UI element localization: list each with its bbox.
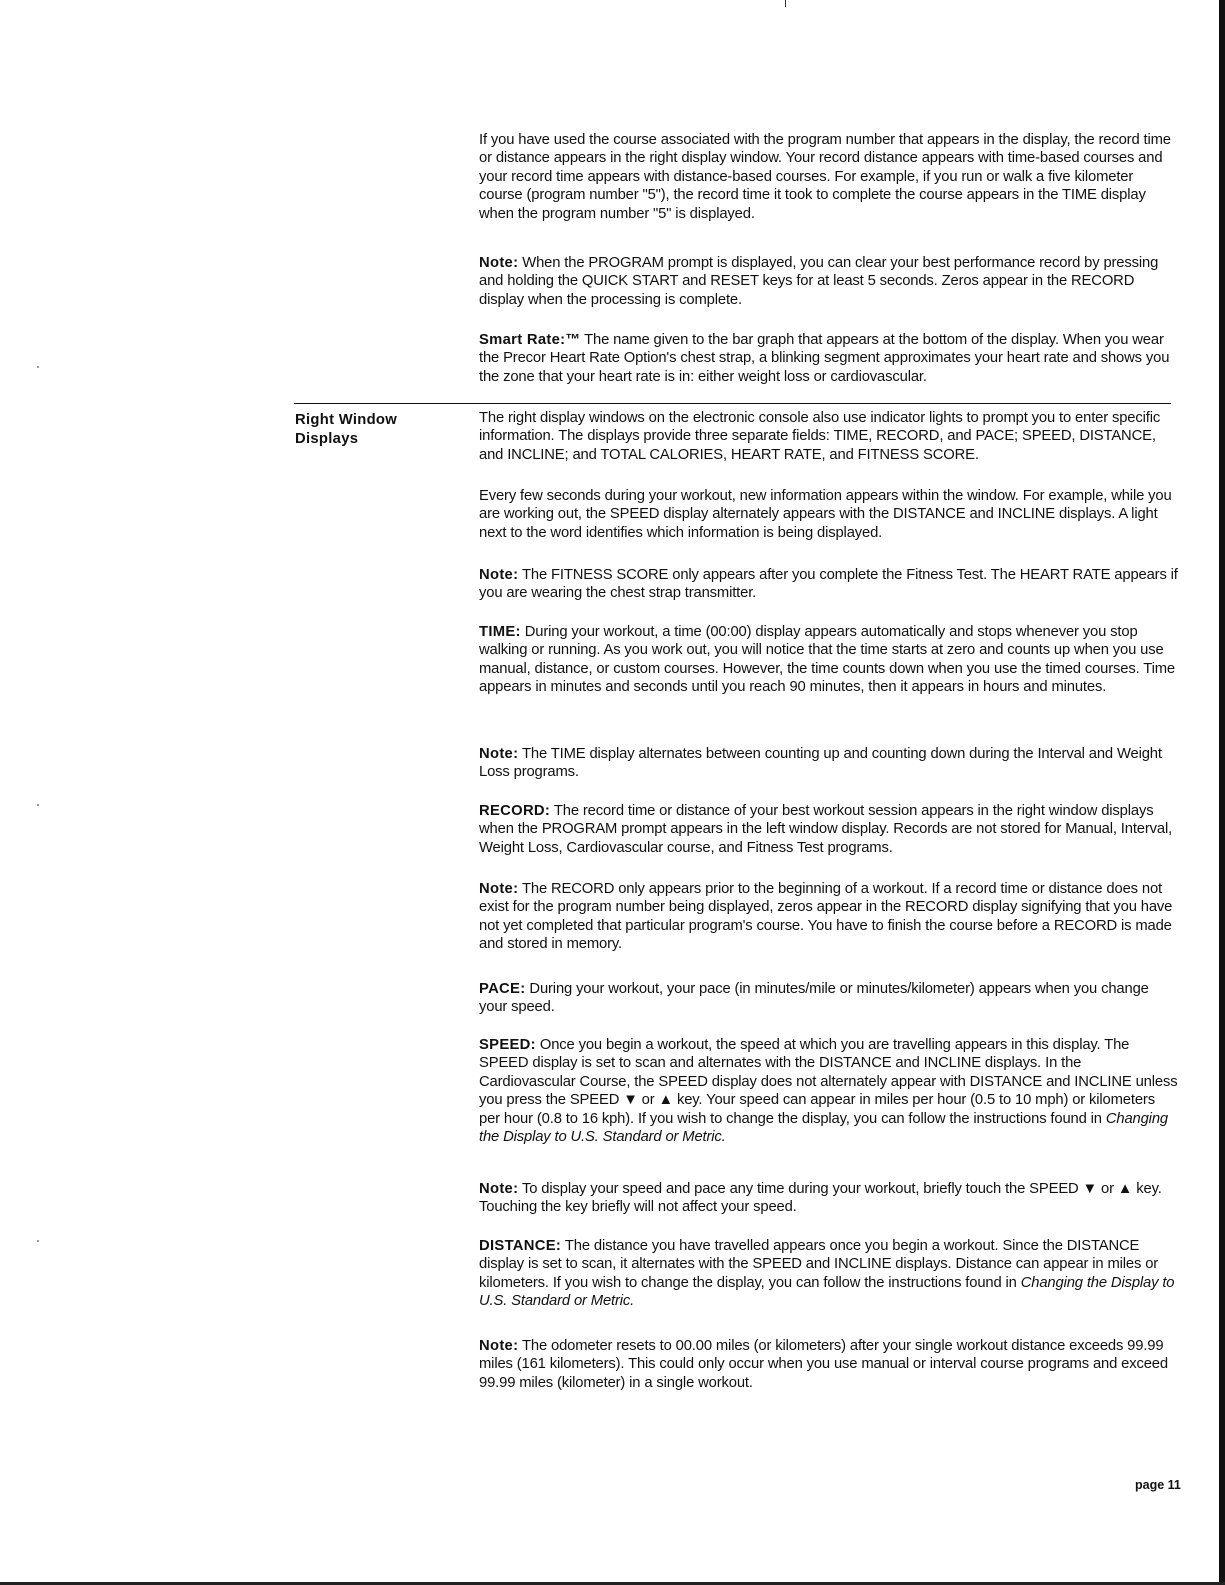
note-text: The odometer resets to 00.00 miles (or kilometers) after your single workout distance exceeds 99.99 miles (161 kilometers). This could only occur when you use manual or interval course programs and exceed 99.99 miles (kilometer) in a single workout.	[479, 1338, 1168, 1391]
speed-text: Once you begin a workout, the speed at which you are travelling appears in this display. The SPEED display is set to scan and alternates with the DISTANCE and INCLINE displays. In the Cardiovascular Course, the SPEED display does not alternately appear with DISTANCE and INCLINE unless you press the SPEED ▼ or ▲ key. Your speed can appear in miles per hour (0.5 to 10 mph) or kilometers per hour (0.8 to 16 kph). If you wish to change the display, you can follow the instructions found in	[479, 1037, 1178, 1127]
record-paragraph	[479, 802, 1179, 857]
speed-paragraph	[479, 1036, 1179, 1146]
distance-text: The distance you have travelled appears once you begin a workout. Since the DISTANCE display is set to scan, it alternates with the SPEED and INCLINE displays. Distance can appear in miles or kilometers. If you wish to change the display, you can follow the instructions found in	[479, 1238, 1159, 1291]
scan-edge-right	[1219, 0, 1225, 1585]
note-text: The RECORD only appears prior to the beginning of a workout. If a record time or distance does not exist for the program number being displayed, zeros appear in the RECORD display signifying that you have not yet completed that particular program's course. You have to finish the course before a RECORD is made and stored in memory.	[479, 881, 1173, 953]
note-record	[479, 880, 1179, 954]
section-heading-line1: Right Window	[295, 412, 398, 428]
right-window-intro: The right display windows on the electronic console also use indicator lights to prompt you to enter specific information. The displays provide three separate fields: TIME, RECORD, and PACE; SPEED, DISTANCE, and INCLINE; and TOTAL CALORIES, HEART RATE, and FITNESS SCORE.	[479, 410, 1161, 463]
note-label: Note:	[479, 567, 519, 583]
pace-text: During your workout, your pace (in minutes/mile or minutes/kilometer) appears when you change your speed.	[479, 981, 1149, 1016]
note-clear-record	[479, 254, 1179, 309]
scan-mark-top	[785, 0, 786, 7]
scan-speck	[37, 1240, 39, 1242]
smart-rate-paragraph	[479, 331, 1179, 386]
distance-paragraph	[479, 1237, 1179, 1311]
intro-paragraph: If you have used the course associated with the program number that appears in the display, the record time or distance appears in the right display window. Your record distance appears with time-based courses and your record time appears with distance-based courses. For example, if you run or walk a five kilometer course (program number "5"), the record time it took to complete the course appears in the TIME display when the program number "5" is displayed.	[479, 132, 1171, 222]
record-label: RECORD:	[479, 803, 551, 819]
smart-rate-label: Smart Rate:™	[479, 332, 581, 348]
page-number: page 11	[1135, 1478, 1181, 1492]
pace-paragraph	[479, 980, 1179, 1017]
note-text: To display your speed and pace any time during your workout, briefly touch the SPEED ▼ or ▲ key. Touching the key briefly will not affect your speed.	[479, 1181, 1162, 1216]
note-label: Note:	[479, 1338, 519, 1354]
time-label: TIME:	[479, 624, 521, 640]
smart-rate-text: The name given to the bar graph that appears at the bottom of the display. When you wear the Precor Heart Rate Option's chest strap, a blinking segment approximates your heart rate and shows you the zone that your heart rate is in: either weight loss or cardiovascular.	[479, 332, 1170, 385]
section-heading	[295, 411, 445, 449]
distance-label: DISTANCE:	[479, 1238, 562, 1254]
note-label: Note:	[479, 881, 519, 897]
speed-reference: Changing the Display to U.S. Standard or Metric.	[479, 1110, 1168, 1146]
record-text: The record time or distance of your best workout session appears in the right window displays when the PROGRAM prompt appears in the left window display. Records are not stored for Manual, Interval, Weight Loss, Cardiovascular course, and Fitness Test programs.	[479, 803, 1173, 856]
time-paragraph	[479, 623, 1179, 697]
note-text: When the PROGRAM prompt is displayed, you can clear your best performance record by pressing and holding the QUICK START and RESET keys for at least 5 seconds. Zeros appear in the RECORD display when the processing is complete.	[479, 255, 1159, 308]
note-text: The FITNESS SCORE only appears after you complete the Fitness Test. The HEART RATE appears if you are wearing the chest strap transmitter.	[479, 567, 1178, 602]
distance-reference: Changing the Display to U.S. Standard or Metric.	[479, 1274, 1175, 1310]
scan-paragraph: Every few seconds during your workout, new information appears within the window. For example, while you are working out, the SPEED display alternately appears with the DISTANCE and INCLINE displays. A light next to the word identifies which information is being displayed.	[479, 488, 1172, 541]
speed-label: SPEED:	[479, 1037, 536, 1053]
note-odometer	[479, 1337, 1179, 1392]
note-text: The TIME display alternates between counting up and counting down during the Interval and Weight Loss programs.	[479, 746, 1162, 781]
section-divider	[294, 403, 1171, 404]
scan-speck	[37, 366, 39, 368]
note-speed-key	[479, 1180, 1179, 1217]
note-label: Note:	[479, 746, 519, 762]
note-fitness-score	[479, 566, 1179, 603]
note-label: Note:	[479, 255, 519, 271]
note-time-display	[479, 745, 1179, 782]
section-heading-line2: Displays	[295, 431, 359, 447]
time-text: During your workout, a time (00:00) display appears automatically and stops whenever you stop walking or running. As you work out, you will notice that the time starts at zero and counts up when you use manual, distance, or custom courses. However, the time counts down when you use the timed courses. Time appears in minutes and seconds until you reach 90 minutes, then it appears in hours and minutes.	[479, 624, 1175, 696]
pace-label: PACE:	[479, 981, 526, 997]
note-label: Note:	[479, 1181, 519, 1197]
scan-speck	[37, 804, 39, 806]
